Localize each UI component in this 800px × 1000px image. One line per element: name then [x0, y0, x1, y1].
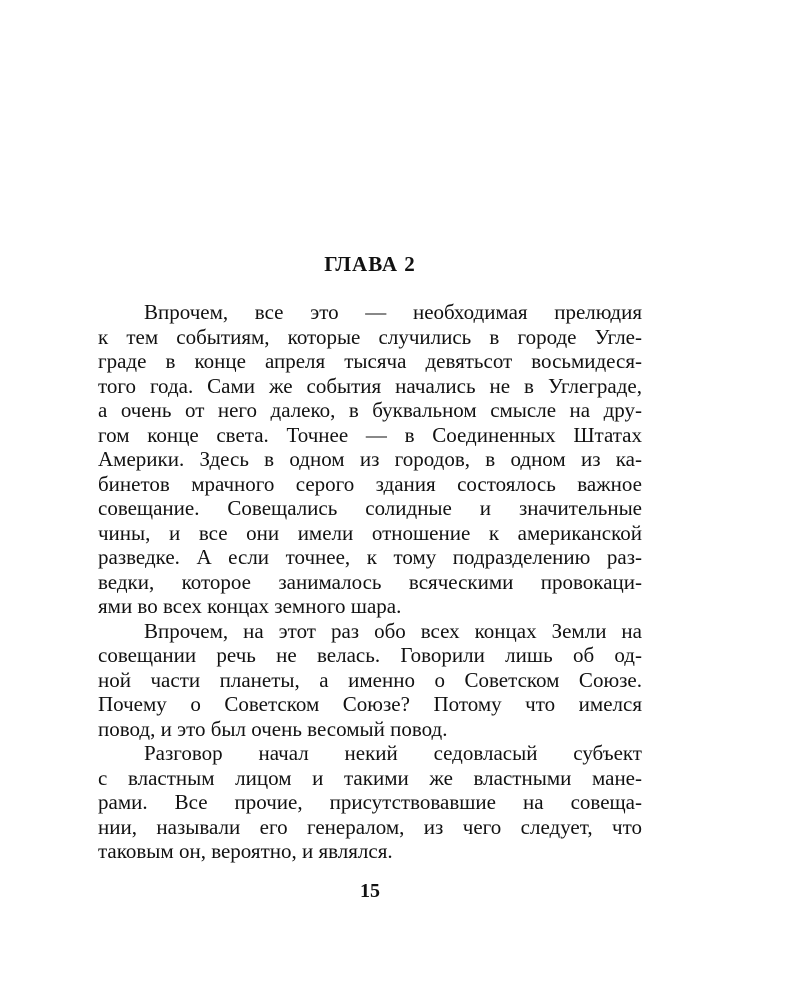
text-line: таковым он, вероятно, и являлся. — [98, 839, 393, 863]
page-number: 15 — [360, 880, 380, 902]
paragraph — [98, 741, 642, 864]
text-line: Почему о Советском Союзе? Потому что имелся — [98, 692, 642, 716]
text-line: Впрочем, все это — необходимая прелюдия — [144, 300, 642, 324]
text-line: ведки, которое занималось всяческими провокаци- — [98, 569, 642, 594]
text-line: рами. Все прочие, присутствовавшие на совеща- — [98, 790, 642, 814]
paragraph — [98, 300, 642, 619]
text-line: бинетов мрачного серого здания состоялось важное — [98, 471, 642, 496]
text-line: Впрочем, на этот раз обо всех концах Земли на — [144, 618, 642, 643]
paragraph — [98, 619, 642, 742]
text-line: совещание. Совещались солидные и значительные — [98, 496, 642, 520]
text-line: а очень от него далеко, в буквальном смысле на дру- — [98, 398, 642, 422]
text-line: к тем событиям, которые случились в городе Угле- — [98, 324, 642, 349]
text-line: повод, и это был очень весомый повод. — [98, 716, 448, 741]
text-line: чины, и все они имели отношение к американской — [98, 520, 642, 545]
text-line: Разговор начал некий седовласый субъект — [144, 741, 642, 765]
body-text — [98, 300, 642, 864]
text-line: гом конце света. Точнее — в Соединенных Штатах — [98, 422, 642, 447]
text-line: Америки. Здесь в одном из городов, в одном из ка- — [98, 447, 642, 471]
text-line: того года. Сами же события начались не в Углеграде, — [98, 373, 642, 398]
text-line: совещании речь не велась. Говорили лишь об од- — [98, 643, 642, 667]
text-line: ями во всех концах земного шара. — [98, 594, 402, 618]
text-line: нии, называли его генералом, из чего следует, что — [98, 814, 642, 839]
text-line: ной части планеты, а именно о Советском Союзе. — [98, 667, 642, 692]
text-line: граде в конце апреля тысяча девятьсот восьмидеся- — [98, 349, 642, 373]
text-line: разведке. А если точнее, к тому подразделению раз- — [98, 545, 642, 569]
chapter-title: ГЛАВА 2 — [324, 252, 416, 276]
text-line: с властным лицом и такими же властными мане- — [98, 765, 642, 790]
